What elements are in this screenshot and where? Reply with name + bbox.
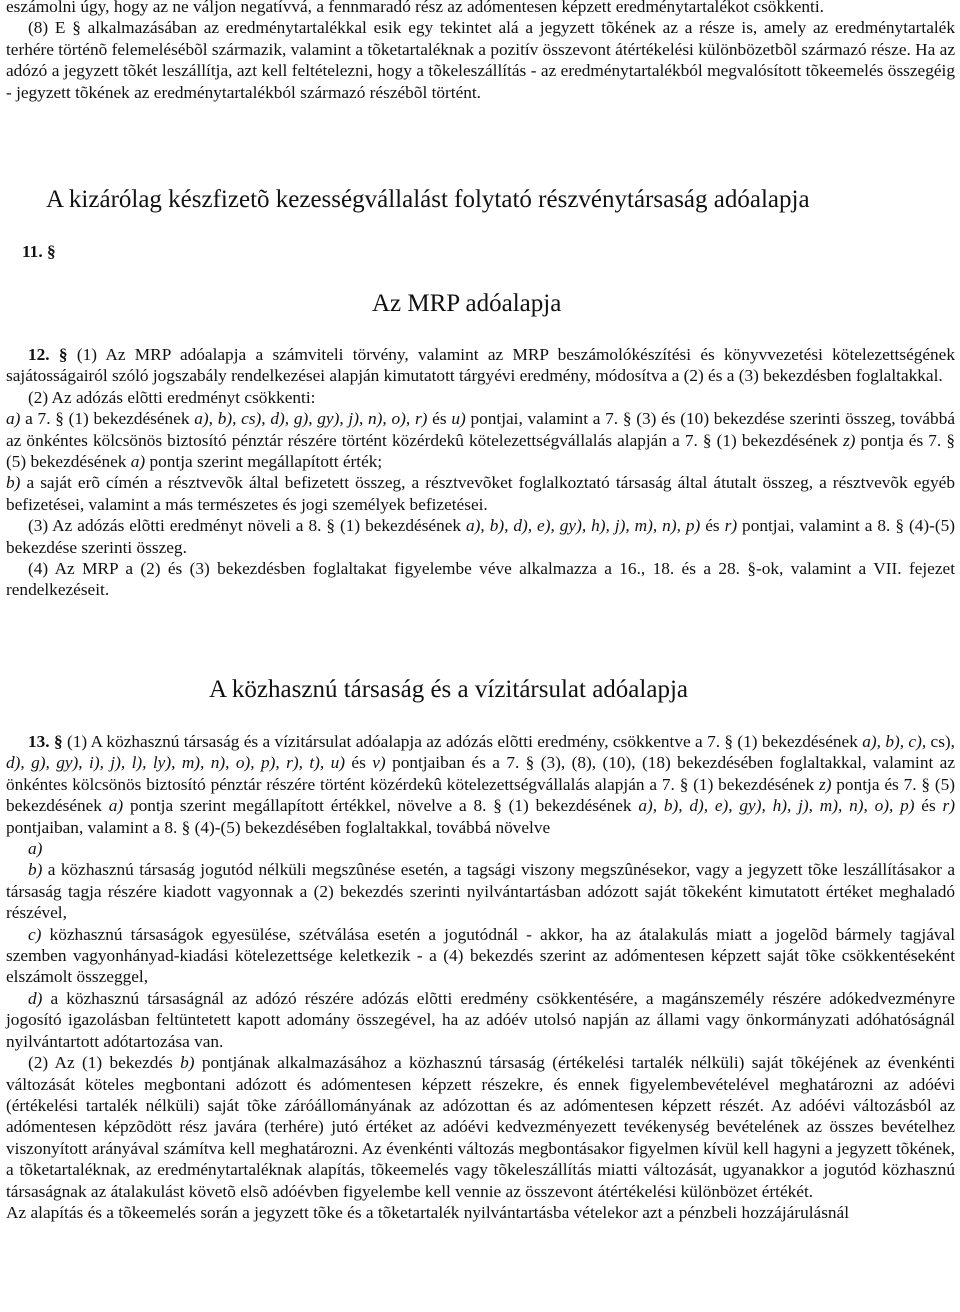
paragraph-8: (8) E § alkalmazásában az eredménytartalékkal esik egy tekintet alá a jegyzett tõkének az a része is, amely az eredménytartalék terhére történõ felemelésébõl származik, valamint a tõketartaléknak a pozitív összevont átértékelési különbözetbõl származó része. Ha az adózó a jegyzett tõkét leszállítja, azt kell feltételezni, hogy a tõkeleszállítás - az eredménytartalékból megvalósított tõkeemelés összegéig - jegyzett tõkének az eredménytartalékból származó részébõl történt.	[6, 18, 955, 102]
section-13	[6, 731, 955, 1223]
section-11-number: 11. §	[22, 242, 56, 261]
para-3-points: a), b), d), e), gy), h), j), m), n), p)	[466, 516, 701, 536]
section-12-para-4: (4) Az MRP a (2) és (3) bekezdésben foglaltakat figyelembe véve alkalmazza a 16., 18. és a 28. §-ok, valamint a VII. fejezet rendelkezéseit.	[6, 559, 955, 600]
para-2-b: b)	[180, 1053, 195, 1073]
item-13-d-label: d)	[28, 988, 43, 1008]
item-a-rest2: pontja és 7. § (5) bekezdésének	[6, 430, 955, 472]
para-1-v: v)	[372, 753, 386, 773]
para-1-r: r)	[942, 796, 955, 816]
para-3-r: r)	[724, 516, 738, 536]
para-1-z: z)	[818, 774, 832, 794]
section-13-para-1: (1) A közhasznú társaság és a vízitársulat adóalapja az adózás elõtti eredmény, csökkentve a 7. § (1) bekezdésének	[62, 732, 863, 751]
para-3-conj: és	[700, 516, 725, 536]
para-1-cs: cs),	[926, 732, 955, 751]
section-13-number: 13. §	[28, 732, 63, 751]
para-3-rest: pontjai, valamint a 8. § (4)-(5) bekezdése szerinti összeg.	[6, 516, 956, 557]
para-2-text: pontjának alkalmazásához a közhasznú társaság (értékelési tartalék nélküli) saját tõkéjének az évenkénti változását köteles megbontani adózott és adómentesen képzett részekre, és ennek figyelembevételével meghatározni az adóévi (értékelési tartalék nélküli) saját tõke záróállományának az adózottan és az adómentesen képzett részét. Az adóévi változásból az adómentesen képzõdött rész javára (terhére) jutó értéket az adóévi kedvezményezett tevékenység bevételének az összes bevételhez viszonyított arányával számítva kell meghatározni. Az évenkénti változás megbontásakor figyelmen kívül kell hagyni a jegyzett tõkének, a tõketartaléknak, az eredménytartaléknak alapítás, tõkeemelés vagy tõkeleszállítás miatti változását, ugyanakkor a jogutód közhasznú társaságnak az átalakulást követõ elsõ adóévben figyelembe kell vennie az összevont átértékelési különbözet értékét.	[6, 1053, 956, 1201]
para-1-conj: és	[345, 753, 373, 773]
section-13-para-2: (2) Az (1) bekezdés	[28, 1053, 181, 1073]
item-13-a-label: a)	[28, 839, 43, 859]
item-a-rest: pontjai, valamint a 7. § (3) és (10) bekezdése szerinti összeg, továbbá az önkéntes kölcsönös biztosító pénztár részére történt közérdekû kötelezettségvállalás alapján a 7. § (1) bekezdésének	[6, 409, 955, 450]
item-a-points: a), b), cs), d), g), gy), j), n), o), r)	[194, 409, 428, 429]
item-a-text: a 7. § (1) bekezdésének	[20, 409, 195, 429]
item-13-b-text: a közhasznú társaság jogutód nélküli megszûnése esetén, a tagsági viszony megszûnésekor, vagy a jegyzett tõke leszállításakor a társaság tagja részére kiadott vagyonnak a (2) bekezdés szerinti nyilvántartásban adózott saját tõkeként kimutatott értéket meghaladó részével,	[6, 860, 955, 923]
para-1-a: a)	[108, 796, 124, 816]
item-b-label: b)	[6, 473, 21, 493]
heading-mrp-adoalap: Az MRP adóalapja	[372, 290, 562, 317]
para-1-points-1: a), b), c),	[862, 732, 927, 751]
item-a-a: a)	[130, 452, 146, 472]
section-12-para-2: (2) Az adózás elõtti eredményt csökkenti:	[28, 387, 316, 407]
item-a-rest3: pontja szerint megállapított érték;	[145, 452, 383, 472]
item-a-z: z)	[842, 430, 856, 450]
item-a-conj: és	[427, 409, 452, 429]
item-13-c-text: közhasznú társaságok egyesülése, szétválása esetén a jogutódnál - akkor, ha az átalakulás miatt a jogelõd bármely tagjával szemben vagyonhányad-kiadási kötelezettsége keletkezik - a (4) bekezdés szerint az adómentesen képzett saját tõke csökkentéseként elszámolt összeggel,	[6, 924, 955, 987]
section-12-para-1: (1) Az MRP adóalapja a számviteli törvény, valamint az MRP beszámolókészítési és könyvvezetési kötelezettségének sajátosságairól szóló jogszabály rendelkezései alapján kimutatott tárgyévi eredmény, módosítva a (2) és a (3) bekezdésben foglaltakkal.	[6, 345, 955, 386]
para-1-text-c: pontja és 7. § (5) bekezdésének	[6, 774, 956, 816]
para-1-text-b: pontjaiban és a 7. § (3), (8), (10), (18) bekezdésében foglaltakkal, valamint az önkéntes kölcsönös biztosító pénztár részére történt közérdekû kötelezettségvállalás alapján a 7. § (1) bekezdésének	[6, 753, 956, 794]
section-13-para-2-cont: Az alapítás és a tõkeemelés során a jegyzett tõke és a tõketartalék nyilvántartásba vételekor azt a pénzbeli hozzájárulásnál	[6, 1202, 850, 1222]
item-13-c-label: c)	[28, 924, 42, 944]
item-a-u: u)	[451, 409, 466, 429]
item-13-b-label: b)	[28, 860, 43, 880]
text-line-intro: eszámolni úgy, hogy az ne váljon negatívvá, a fennmaradó rész az adómentesen képzett eredménytartalékot csökkenti.	[6, 0, 824, 16]
item-b-text: a saját erõ címén a résztvevõk által befizetett összeg, a résztvevõket foglalkoztató társaság által átutalt összeg, a résztvevõk egyéb befizetései, valamint a más természetes és jogi személyek befizetései.	[6, 473, 955, 514]
section-12-number: 12. §	[28, 345, 68, 364]
section-12-para-3: (3) Az adózás elõtti eredményt növeli a 8. § (1) bekezdésének	[28, 516, 467, 536]
para-1-points-3: a), b), d), e), gy), h), j), m), n), o), p)	[638, 796, 915, 816]
item-a-label: a)	[6, 409, 21, 429]
item-13-d-text: a közhasznú társaságnál az adózó részére adózás elõtti eredmény csökkentésére, a magánszemély részére adókedvezményre jogosító igazolásban feltüntetett kapott adomány összegével, ha az adóév utolsó napján az állami vagy önkormányzati adóhatóságnál nyilvántartott adótartozása van.	[6, 988, 955, 1051]
paragraph-continuation	[6, 0, 955, 103]
heading-kozhasznu-adoalap: A közhasznú társaság és a vízitársulat adóalapja	[209, 676, 688, 703]
section-12	[6, 344, 955, 601]
para-1-conj-2: és	[914, 796, 943, 816]
heading-rt-adoalap: A kizárólag készfizetõ kezességvállalást folytató részvénytársaság adóalapja	[46, 186, 810, 213]
para-1-points-2: d), g), gy), i), j), l), ly), m), n), o), p), r), t), u)	[6, 753, 346, 773]
para-1-text-d: pontja szerint megállapított értékkel, növelve a 8. § (1) bekezdésének	[123, 796, 639, 816]
para-1-text-e: pontjaiban, valamint a 8. § (4)-(5) bekezdésében foglaltakkal, továbbá növelve	[6, 817, 551, 837]
